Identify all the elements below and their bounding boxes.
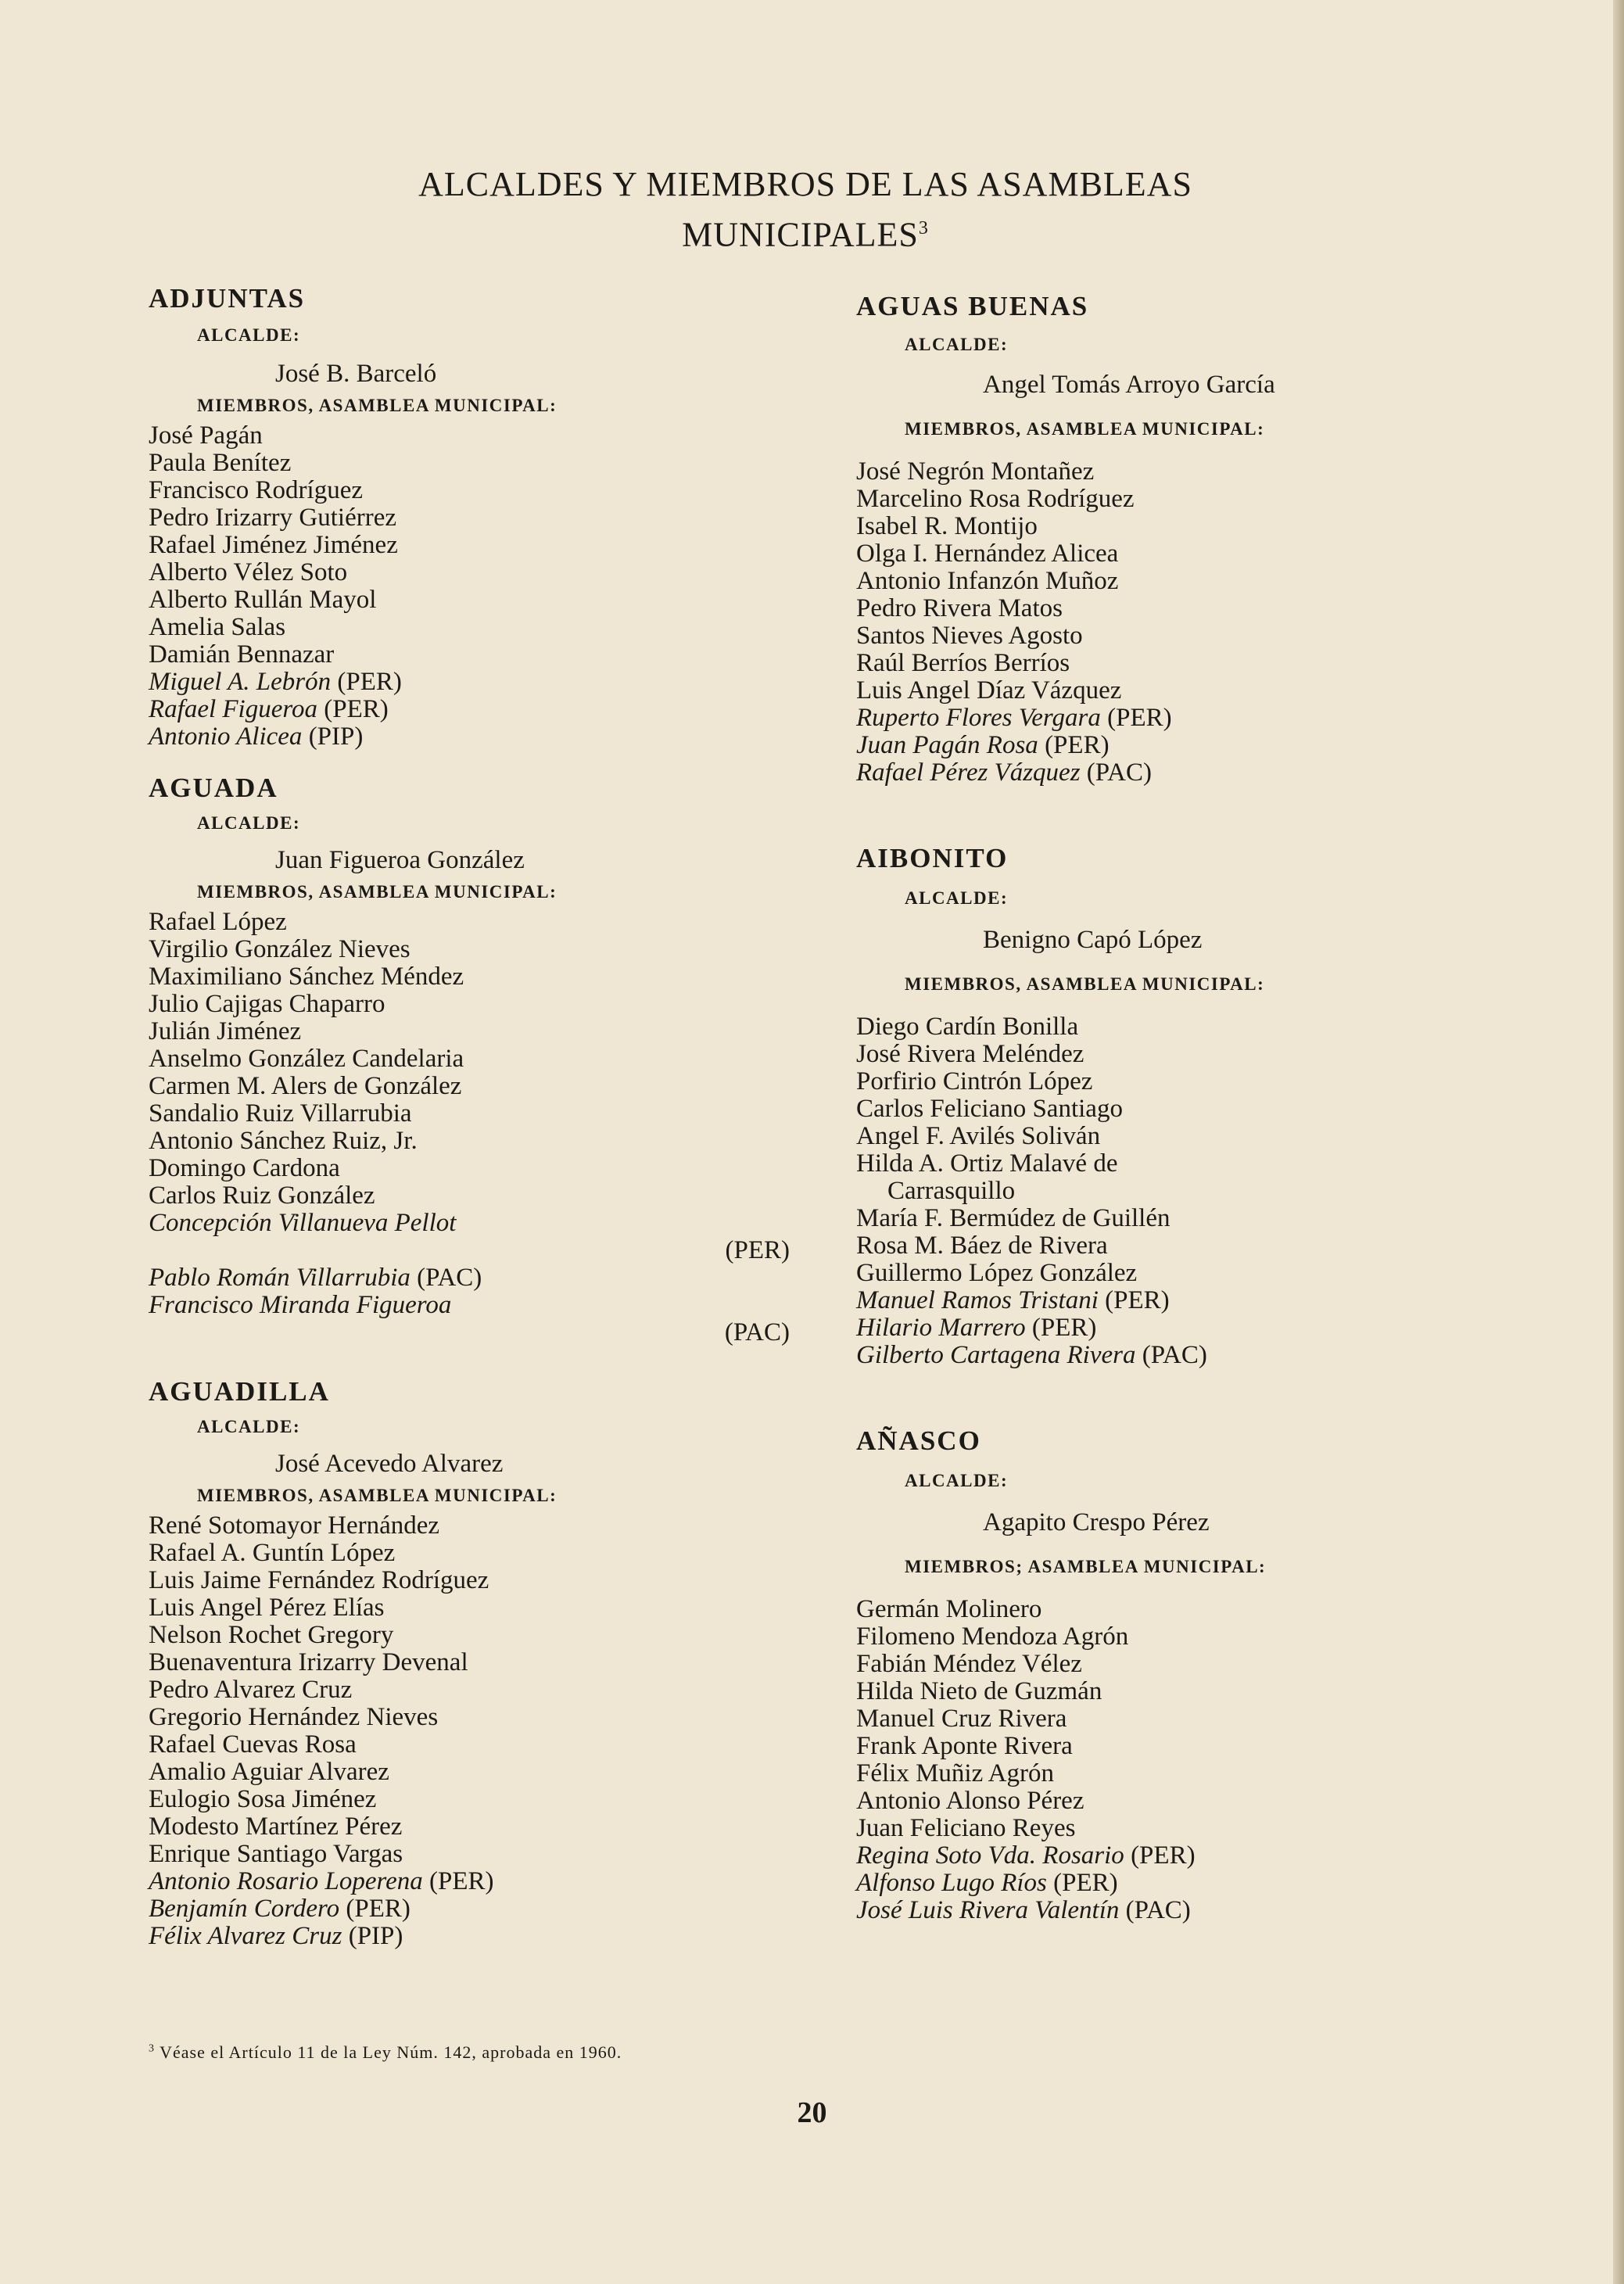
member-item: Rafael Cuevas Rosa xyxy=(149,1730,357,1759)
member-item: Enrique Santiago Vargas xyxy=(149,1840,403,1868)
mayor-label: ALCALDE: xyxy=(197,1417,301,1436)
member-item: Domingo Cardona xyxy=(149,1154,340,1182)
minority-member-name: Juan Pagán Rosa xyxy=(856,731,1038,759)
minority-member-item xyxy=(856,705,1560,732)
mayor-name: Benigno Capó López xyxy=(983,926,1203,954)
member-item: Amalio Aguiar Alvarez xyxy=(149,1758,389,1786)
minority-member-item xyxy=(856,1842,1560,1870)
minority-member-item xyxy=(856,732,1560,759)
minority-member-item xyxy=(149,1923,852,1950)
municipality-name: AGUAS BUENAS xyxy=(856,291,1089,321)
members-label: MIEMBROS, ASAMBLEA MUNICIPAL: xyxy=(197,396,557,415)
party-tag: (PIP) xyxy=(348,1922,403,1950)
minority-member-name: Miguel A. Lebrón xyxy=(149,668,332,696)
minority-member-name: Antonio Rosario Loperena xyxy=(149,1867,423,1895)
mayor-name: Angel Tomás Arroyo García xyxy=(983,371,1275,399)
member-item: Rafael López xyxy=(149,908,287,936)
members-label: MIEMBROS, ASAMBLEA MUNICIPAL: xyxy=(197,882,557,902)
member-item: Maximiliano Sánchez Méndez xyxy=(149,963,464,991)
mayor-label: ALCALDE: xyxy=(197,325,301,345)
municipality-name: AGUADILLA xyxy=(149,1376,330,1407)
member-item: Virgilio González Nieves xyxy=(149,935,410,963)
minority-member-item xyxy=(149,696,852,723)
minority-member-name: Pablo Román Villarrubia xyxy=(149,1264,410,1292)
member-item: Nelson Rochet Gregory xyxy=(149,1621,394,1649)
member-item: Modesto Martínez Pérez xyxy=(149,1812,403,1841)
member-item: Félix Muñiz Agrón xyxy=(856,1759,1054,1787)
party-tag: (PIP) xyxy=(308,722,364,751)
member-item: Hilda A. Ortiz Malavé de xyxy=(856,1149,1118,1178)
member-item: Luis Jaime Fernández Rodríguez xyxy=(149,1566,489,1594)
minority-member-name: Rafael Pérez Vázquez xyxy=(856,758,1081,787)
municipality-name: ADJUNTAS xyxy=(149,283,306,314)
minority-member-name: Antonio Alicea xyxy=(149,722,303,751)
minority-member-name: Benjamín Cordero xyxy=(149,1895,340,1923)
member-item: Eulogio Sosa Jiménez xyxy=(149,1785,377,1813)
member-item: Angel F. Avilés Soliván xyxy=(856,1122,1101,1150)
member-item: Pedro Alvarez Cruz xyxy=(149,1676,353,1704)
minority-member-name: Regina Soto Vda. Rosario xyxy=(856,1841,1124,1870)
mayor-label: ALCALDE: xyxy=(905,1471,1009,1490)
member-item: Guillermo López González xyxy=(856,1259,1138,1287)
member-item: Fabián Méndez Vélez xyxy=(856,1650,1082,1678)
minority-member-item xyxy=(856,1287,1560,1314)
title-line-1: ALCALDES Y MIEMBROS DE LAS ASAMBLEAS xyxy=(418,165,1192,203)
member-item: Filomeno Mendoza Agrón xyxy=(856,1622,1129,1651)
member-item: Juan Feliciano Reyes xyxy=(856,1814,1076,1842)
section-anasco xyxy=(856,1424,1560,1924)
section-aguas-buenas xyxy=(856,289,1560,787)
page-edge xyxy=(1613,0,1624,2284)
members-list xyxy=(149,1512,852,1950)
member-item: Antonio Infanzón Muñoz xyxy=(856,567,1119,595)
mayor-label: ALCALDE: xyxy=(905,335,1009,354)
party-tag: (PAC) xyxy=(1125,1896,1191,1924)
minority-member-item xyxy=(856,1342,1560,1369)
title-line-2: MUNICIPALES$^3$ xyxy=(682,215,929,254)
member-item: Pedro Rivera Matos xyxy=(856,594,1063,622)
party-tag: (PER) xyxy=(1053,1869,1118,1897)
mayor-label: ALCALDE: xyxy=(197,813,301,833)
minority-member-item xyxy=(149,723,852,751)
footnote-text: Véase el Artículo 11 de la Ley Núm. 142, aprobada en 1960. xyxy=(160,2042,622,2062)
party-tag: (PAC) xyxy=(417,1264,482,1292)
minority-member-name: Ruperto Flores Vergara xyxy=(856,704,1101,732)
member-item: Carrasquillo xyxy=(887,1177,1016,1205)
member-item: Damián Bennazar xyxy=(149,640,335,669)
party-tag: (PAC) xyxy=(1086,758,1152,787)
minority-member-name: Alfonso Lugo Ríos xyxy=(856,1869,1047,1897)
section-aibonito xyxy=(856,841,1560,1369)
member-item: Luis Angel Díaz Vázquez xyxy=(856,676,1122,705)
member-item: Gregorio Hernández Nieves xyxy=(149,1703,439,1731)
party-tag: (PER) xyxy=(1107,704,1172,732)
page-title xyxy=(235,163,1376,257)
members-list xyxy=(149,422,852,751)
member-item: Anselmo González Candelaria xyxy=(149,1045,464,1073)
member-item: Hilda Nieto de Guzmán xyxy=(856,1677,1102,1705)
member-item: Diego Cardín Bonilla xyxy=(856,1013,1079,1041)
member-item: Sandalio Ruiz Villarrubia xyxy=(149,1099,412,1128)
member-item: Porfirio Cintrón López xyxy=(856,1067,1093,1095)
member-item: Marcelino Rosa Rodríguez xyxy=(856,485,1135,513)
minority-member-item xyxy=(856,759,1560,787)
members-list xyxy=(856,1013,1560,1369)
party-tag: (PER) xyxy=(725,1236,790,1264)
party-tag: (PER) xyxy=(1131,1841,1196,1870)
member-item: Pedro Irizarry Gutiérrez xyxy=(149,504,396,532)
minority-member-name: Gilberto Cartagena Rivera xyxy=(856,1341,1136,1369)
party-tag: (PER) xyxy=(346,1895,410,1923)
mayor-name: Agapito Crespo Pérez xyxy=(983,1508,1210,1536)
member-item: Buenaventura Irizarry Devenal xyxy=(149,1648,468,1676)
municipality-name: AIBONITO xyxy=(856,843,1009,873)
party-tag: (PAC) xyxy=(724,1318,790,1346)
member-item: Rosa M. Báez de Rivera xyxy=(856,1232,1108,1260)
member-item: Rafael Jiménez Jiménez xyxy=(149,531,398,559)
member-item: Antonio Sánchez Ruiz, Jr. xyxy=(149,1127,418,1155)
member-item: Frank Aponte Rivera xyxy=(856,1732,1073,1760)
minority-member-item xyxy=(149,1868,852,1895)
footnote-mark: 3 xyxy=(149,2042,155,2055)
members-label: MIEMBROS, ASAMBLEA MUNICIPAL: xyxy=(905,419,1265,439)
party-tag: (PER) xyxy=(337,668,402,696)
mayor-name: José B. Barceló xyxy=(275,360,437,388)
minority-member-item xyxy=(856,1870,1560,1897)
member-item: Julián Jiménez xyxy=(149,1017,302,1045)
minority-member-name: Manuel Ramos Tristani xyxy=(856,1286,1099,1314)
member-item: Carmen M. Alers de González xyxy=(149,1072,462,1100)
member-item: Alberto Rullán Mayol xyxy=(149,586,377,614)
member-item: Julio Cajigas Chaparro xyxy=(149,990,385,1018)
municipality-name: AGUADA xyxy=(149,773,278,803)
minority-member-item xyxy=(149,1895,852,1923)
member-item: Carlos Feliciano Santiago xyxy=(856,1095,1123,1123)
title-note-mark: 3 xyxy=(918,218,929,238)
party-tag: (PER) xyxy=(429,1867,494,1895)
minority-member-name: Concepción Villanueva Pellot xyxy=(149,1209,457,1237)
members-list xyxy=(856,1596,1560,1924)
member-item: Olga I. Hernández Alicea xyxy=(856,540,1119,568)
member-item: José Rivera Meléndez xyxy=(856,1040,1084,1068)
minority-member-name: Félix Alvarez Cruz xyxy=(149,1922,342,1950)
member-item: Germán Molinero xyxy=(856,1595,1042,1623)
members-list xyxy=(149,909,852,1346)
section-adjuntas xyxy=(149,281,852,751)
party-tag: (PER) xyxy=(1031,1314,1097,1342)
right-column xyxy=(856,281,1560,1924)
left-column xyxy=(149,281,852,1950)
mayor-label: ALCALDE: xyxy=(905,888,1009,908)
member-item: Santos Nieves Agosto xyxy=(856,622,1083,650)
members-label: MIEMBROS, ASAMBLEA MUNICIPAL: xyxy=(197,1486,557,1505)
member-item: Carlos Ruiz González xyxy=(149,1181,375,1210)
minority-member-item xyxy=(149,1264,852,1292)
member-item: Isabel R. Montijo xyxy=(856,512,1038,540)
member-item: José Pagán xyxy=(149,421,263,450)
member-item: María F. Bermúdez de Guillén xyxy=(856,1204,1170,1232)
minority-member-item xyxy=(149,1292,790,1346)
member-item: Rafael A. Guntín López xyxy=(149,1539,396,1567)
minority-member-name: Hilario Marrero xyxy=(856,1314,1026,1342)
member-item: Amelia Salas xyxy=(149,613,286,641)
minority-member-item xyxy=(856,1314,1560,1342)
page-number: 20 xyxy=(797,2096,827,2129)
member-item: Luis Angel Pérez Elías xyxy=(149,1594,385,1622)
section-aguada xyxy=(149,771,852,1346)
mayor-name: José Acevedo Alvarez xyxy=(275,1450,504,1478)
party-tag: (PAC) xyxy=(1142,1341,1207,1369)
minority-member-name: Francisco Miranda Figueroa xyxy=(149,1291,452,1319)
party-tag: (PER) xyxy=(324,695,389,723)
minority-member-item xyxy=(149,669,852,696)
mayor-name: Juan Figueroa González xyxy=(275,846,525,874)
party-tag: (PER) xyxy=(1045,731,1110,759)
member-item: Manuel Cruz Rivera xyxy=(856,1705,1067,1733)
member-item: Alberto Vélez Soto xyxy=(149,558,348,586)
member-item: Francisco Rodríguez xyxy=(149,476,364,504)
members-list xyxy=(856,458,1560,787)
members-label: MIEMBROS, ASAMBLEA MUNICIPAL: xyxy=(905,974,1265,994)
party-tag: (PER) xyxy=(1105,1286,1170,1314)
footnote xyxy=(149,2042,622,2063)
member-item: Paula Benítez xyxy=(149,449,292,477)
minority-member-item xyxy=(149,1210,790,1264)
municipality-name: AÑASCO xyxy=(856,1425,981,1456)
minority-member-name: José Luis Rivera Valentín xyxy=(856,1896,1120,1924)
member-item: José Negrón Montañez xyxy=(856,457,1095,486)
member-item: Antonio Alonso Pérez xyxy=(856,1787,1084,1815)
minority-member-item xyxy=(856,1897,1560,1924)
member-item: René Sotomayor Hernández xyxy=(149,1511,440,1540)
minority-member-name: Rafael Figueroa xyxy=(149,695,317,723)
member-item: Raúl Berríos Berríos xyxy=(856,649,1070,677)
section-aguadilla xyxy=(149,1375,852,1950)
members-label: MIEMBROS; ASAMBLEA MUNICIPAL: xyxy=(905,1557,1267,1576)
